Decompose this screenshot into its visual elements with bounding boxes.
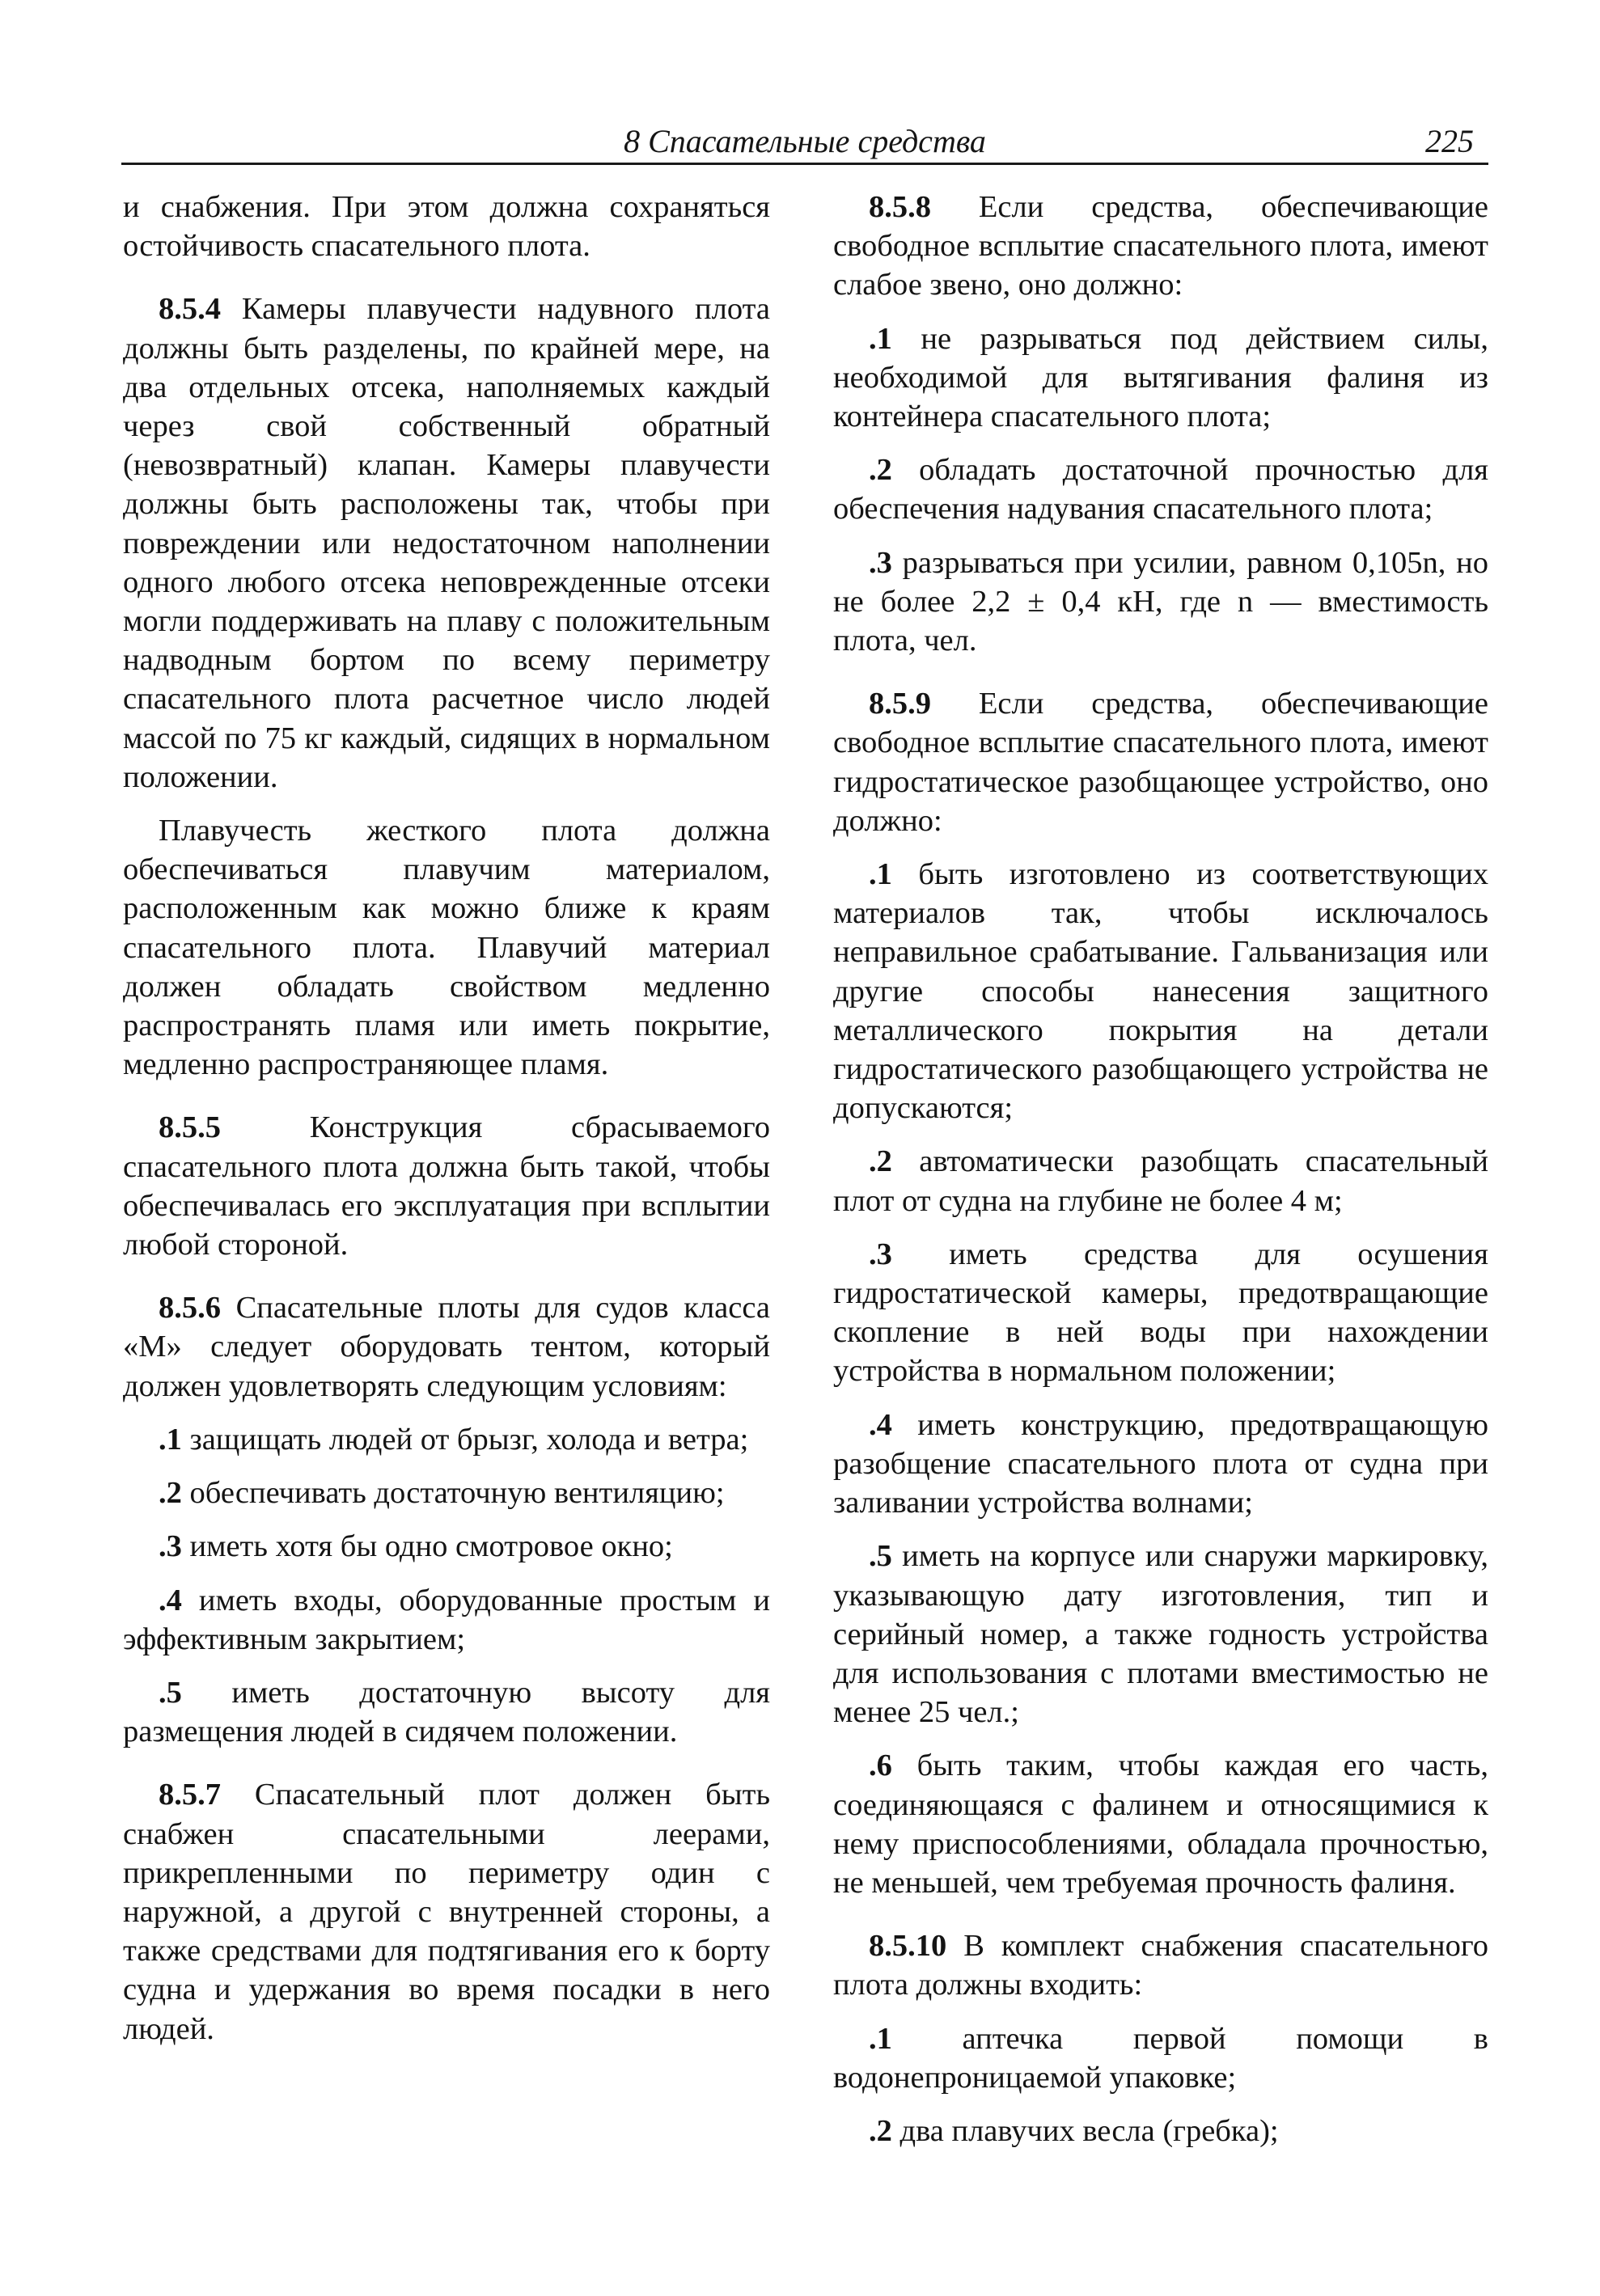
list-item: .1 быть изготовлено из соответствующих материалов так, чтобы исключалось неправильное срабатывание. Гальванизация или другие способы нанесения защитного металлического покрытия на детали гидростатического разобщающего устройства не допускаются; [833,857,1488,1126]
list-item: .2 два плавучих весла (гребка); [869,2113,1279,2148]
section-number: 8.5.7 [159,1778,221,1812]
list-item: .2 обладать достаточной прочностью для обеспечения надувания спасательного плота; [833,453,1488,526]
item-number: .1 [869,321,892,356]
item-number: .6 [869,1748,892,1783]
item-number: .5 [159,1675,182,1710]
list-item: .2 обеспечивать достаточную вентиляцию; [159,1476,725,1511]
paragraph: Плавучесть жесткого плота должна обеспечиваться плавучим материалом, расположенным как можно ближе к краям спасательного плота. Плавучий материал должен обладать свойством медленно распространять пламя или иметь покрытие, медленно распространяющее пламя. [123,814,770,1082]
list-item: .3 иметь хотя бы одно смотровое окно; [159,1529,673,1564]
item-number: .3 [869,545,892,580]
list-item: .5 иметь достаточную высоту для размещения людей в сидячем положении. [123,1675,770,1749]
section-8-5-8: 8.5.8 Если средства, обеспечивающие свободное всплытие спасательного плота, имеют слабое звено, оно должно: [833,190,1488,302]
section-number: 8.5.5 [159,1110,221,1145]
section-number: 8.5.10 [869,1929,947,1964]
section-8-5-4: 8.5.4 Камеры плавучести надувного плота должны быть разделены, по крайней мере, на два отдельных отсека, наполняемых каждый через свой собственный обратный (невозвратный) клапан. Камеры плавучести должны быть расположены так, чтобы при повреждении или недостаточном наполнении одного любого отсека неповрежденные отсеки могли поддерживать на плаву с положительным надводным бортом по всему периметру спасательного плота расчетное число людей массой по 75 кг каждый, сидящих в нормальном положении. [123,292,770,794]
section-number: 8.5.8 [869,190,931,224]
section-8-5-6: 8.5.6 Спасательные плоты для судов класса «М» следует оборудовать тентом, который должен удовлетворять следующим условиям: [123,1291,770,1403]
list-item: .1 аптечка первой помощи в водонепроницаемой упаковке; [833,2021,1488,2095]
right-column [833,188,1488,2165]
section-8-5-10: 8.5.10 В комплект снабжения спасательного плота должны входить: [833,1929,1488,2002]
section-number: 8.5.9 [869,687,931,721]
list-item: .6 быть таким, чтобы каждая его часть, соединяющаяся с фалинем и относящимися к нему приспособлениями, обладала прочностью, не меньшей, чем требуемая прочность фалиня. [833,1748,1488,1900]
left-column [123,188,770,2063]
paragraph-continuation: и снабжения. При этом должна сохраняться остойчивость спасательного плота. [123,190,770,264]
section-number: 8.5.6 [159,1291,221,1326]
page-number: 225 [1425,123,1474,159]
list-item: .1 защищать людей от брызг, холода и ветра; [159,1422,749,1457]
section-8-5-9: 8.5.9 Если средства, обеспечивающие свободное всплытие спасательного плота, имеют гидростатическое разобщающее устройство, оно должно: [833,687,1488,838]
list-item: .2 автоматически разобщать спасательный плот от судна на глубине не более 4 м; [833,1144,1488,1218]
list-item: .1 не разрываться под действием силы, необходимой для вытягивания фалиня из контейнера спасательного плота; [833,321,1488,434]
item-number: .1 [869,857,892,892]
item-number: .3 [159,1529,182,1564]
item-number: .2 [159,1476,182,1511]
item-number: .3 [869,1237,892,1271]
list-item: .5 иметь на корпусе или снаружи маркировку, указывающую дату изготовления, тип и серийный номер, а также годность устройства для использования с плотами вместимостью не менее 25 чел.; [833,1539,1488,1730]
page-header [121,120,1488,165]
item-number: .1 [159,1422,182,1457]
list-item: .4 иметь входы, оборудованные простым и эффективным закрытием; [123,1583,770,1656]
list-item: .3 разрываться при усилии, равном 0,105n, но не более 2,2 ± 0,4 кН, где n — вместимость плота, чел. [833,545,1488,658]
item-number: .2 [869,1144,892,1179]
section-8-5-5: 8.5.5 Конструкция сбрасываемого спасательного плота должна быть такой, чтобы обеспечивалась его эксплуатация при всплытии любой стороной. [123,1110,770,1262]
item-number: .2 [869,453,892,488]
item-number: .4 [869,1407,892,1442]
item-number: .1 [869,2021,892,2056]
item-number: .4 [159,1583,182,1617]
item-number: .5 [869,1539,892,1574]
list-item: .4 иметь конструкцию, предотвращающую разобщение спасательного плота от судна при заливании устройства волнами; [833,1407,1488,1520]
section-number: 8.5.4 [159,292,221,327]
item-number: .2 [869,2113,892,2148]
section-8-5-7: 8.5.7 Спасательный плот должен быть снабжен спасательными леерами, прикрепленными по периметру один с наружной, а другой с внутренней стороны, а также средствами для подтягивания его к борту судна и удержания во время посадки в него людей. [123,1778,770,2046]
list-item: .3 иметь средства для осушения гидростатической камеры, предотвращающие скопление в ней воды при нахождении устройства в нормальном положении; [833,1237,1488,1389]
chapter-title: 8 Спасательные средства [624,123,986,159]
